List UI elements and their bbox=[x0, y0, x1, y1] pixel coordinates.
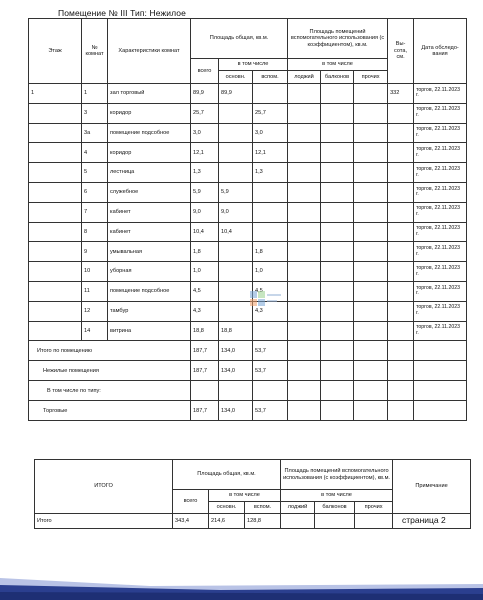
cell-survey-date: торгов, 22.11.2023 г. bbox=[414, 222, 467, 242]
header-aux-area: Площадь помещений вспомогательного использования (с коэффициентом), кв.м. bbox=[288, 19, 388, 59]
header-aux-including: в том числе bbox=[288, 59, 388, 71]
cell-floor bbox=[29, 202, 82, 222]
rooms-table-body bbox=[29, 84, 467, 421]
table-row bbox=[29, 281, 467, 301]
cell-room-no: 1 bbox=[82, 84, 108, 104]
cell-room-no: 8 bbox=[82, 222, 108, 242]
table-row bbox=[29, 143, 467, 163]
summary-row bbox=[29, 381, 467, 401]
cell-main bbox=[219, 301, 253, 321]
cell-floor bbox=[29, 103, 82, 123]
cell-main bbox=[219, 143, 253, 163]
summary-empty-cell bbox=[354, 381, 388, 401]
cell-total: 9,0 bbox=[191, 202, 219, 222]
cell-loggias bbox=[288, 163, 321, 183]
cell-balconies bbox=[321, 281, 354, 301]
table-row bbox=[29, 84, 467, 104]
cell-characteristics: помещение подсобное bbox=[108, 281, 191, 301]
cell-survey-date: торгов, 22.11.2023 г. bbox=[414, 242, 467, 262]
summary-empty-cell bbox=[388, 341, 414, 361]
cell-floor bbox=[29, 301, 82, 321]
totals-row-label: Итого bbox=[35, 514, 173, 529]
summary-main bbox=[219, 381, 253, 401]
cell-height bbox=[388, 103, 414, 123]
summary-empty-cell bbox=[354, 361, 388, 381]
cell-main: 9,0 bbox=[219, 202, 253, 222]
cell-balconies bbox=[321, 301, 354, 321]
summary-label: В том числе по типу: bbox=[29, 381, 191, 401]
cell-other bbox=[354, 262, 388, 282]
summary-total: 187,7 bbox=[191, 341, 219, 361]
header-total-area: Площадь общая, кв.м. bbox=[191, 19, 288, 59]
cell-total: 25,7 bbox=[191, 103, 219, 123]
cell-aux: 3,0 bbox=[253, 123, 288, 143]
cell-floor bbox=[29, 163, 82, 183]
cell-floor bbox=[29, 123, 82, 143]
cell-main bbox=[219, 262, 253, 282]
cell-floor bbox=[29, 281, 82, 301]
cell-height bbox=[388, 143, 414, 163]
totals-header-other: прочих bbox=[355, 502, 393, 514]
cell-loggias bbox=[288, 242, 321, 262]
cell-loggias bbox=[288, 202, 321, 222]
cell-other bbox=[354, 123, 388, 143]
cell-survey-date: торгов, 22.11.2023 г. bbox=[414, 143, 467, 163]
summary-empty-cell bbox=[354, 401, 388, 421]
table-row bbox=[29, 123, 467, 143]
cell-main: 10,4 bbox=[219, 222, 253, 242]
header-balconies: балконов bbox=[321, 71, 354, 84]
cell-total: 10,4 bbox=[191, 222, 219, 242]
summary-empty-cell bbox=[321, 341, 354, 361]
table-row bbox=[29, 222, 467, 242]
cell-survey-date: торгов, 22.11.2023 г. bbox=[414, 321, 467, 341]
table-row bbox=[29, 103, 467, 123]
cell-characteristics: тамбур bbox=[108, 301, 191, 321]
cell-balconies bbox=[321, 182, 354, 202]
table-row bbox=[29, 182, 467, 202]
cell-balconies bbox=[321, 163, 354, 183]
cell-main bbox=[219, 242, 253, 262]
totals-header-aux-area: Площадь помещений вспомогательного использования (с коэффициентом), кв.м. bbox=[281, 460, 393, 490]
totals-header-note: Примечание bbox=[393, 460, 471, 514]
summary-row bbox=[29, 361, 467, 381]
summary-total bbox=[191, 381, 219, 401]
cell-loggias bbox=[288, 182, 321, 202]
cell-characteristics: коридор bbox=[108, 103, 191, 123]
cell-floor bbox=[29, 321, 82, 341]
cell-balconies bbox=[321, 84, 354, 104]
summary-aux bbox=[253, 381, 288, 401]
cell-room-no: 12 bbox=[82, 301, 108, 321]
cell-total: 3,0 bbox=[191, 123, 219, 143]
cell-other bbox=[354, 103, 388, 123]
table-row bbox=[29, 262, 467, 282]
cell-characteristics: кабинет bbox=[108, 222, 191, 242]
cell-floor bbox=[29, 182, 82, 202]
header-other: прочих bbox=[354, 71, 388, 84]
cell-room-no: 10 bbox=[82, 262, 108, 282]
summary-main: 134,0 bbox=[219, 341, 253, 361]
cell-aux bbox=[253, 321, 288, 341]
cell-characteristics: коридор bbox=[108, 143, 191, 163]
cell-characteristics: умывальная bbox=[108, 242, 191, 262]
cell-total: 89,9 bbox=[191, 84, 219, 104]
cell-main bbox=[219, 123, 253, 143]
cell-loggias bbox=[288, 321, 321, 341]
summary-empty-cell bbox=[414, 401, 467, 421]
cell-other bbox=[354, 242, 388, 262]
summary-empty-cell bbox=[388, 401, 414, 421]
totals-header-total-area: Площадь общая, кв.м. bbox=[173, 460, 281, 490]
cell-loggias bbox=[288, 84, 321, 104]
summary-empty-cell bbox=[321, 361, 354, 381]
summary-empty-cell bbox=[288, 381, 321, 401]
cell-survey-date: торгов, 22.11.2023 г. bbox=[414, 281, 467, 301]
summary-empty-cell bbox=[321, 401, 354, 421]
cell-other bbox=[354, 84, 388, 104]
totals-row-loggias bbox=[281, 514, 315, 529]
cell-balconies bbox=[321, 222, 354, 242]
cell-characteristics: витрина bbox=[108, 321, 191, 341]
table-row bbox=[29, 242, 467, 262]
table-row bbox=[29, 202, 467, 222]
cell-characteristics: служебное bbox=[108, 182, 191, 202]
cell-total: 1,3 bbox=[191, 163, 219, 183]
cell-balconies bbox=[321, 262, 354, 282]
cell-loggias bbox=[288, 103, 321, 123]
summary-empty-cell bbox=[288, 401, 321, 421]
totals-row-main: 214,6 bbox=[209, 514, 245, 529]
header-survey-date: Дата обследо-вания bbox=[414, 19, 467, 84]
cell-aux bbox=[253, 182, 288, 202]
cell-loggias bbox=[288, 143, 321, 163]
summary-label: Нежилые помещения bbox=[29, 361, 191, 381]
cell-room-no: 11 bbox=[82, 281, 108, 301]
cell-height: 332 bbox=[388, 84, 414, 104]
cell-total: 4,5 bbox=[191, 281, 219, 301]
cell-balconies bbox=[321, 202, 354, 222]
cell-other bbox=[354, 202, 388, 222]
cell-survey-date: торгов, 22.11.2023 г. bbox=[414, 163, 467, 183]
cell-aux: 1,8 bbox=[253, 242, 288, 262]
cell-height bbox=[388, 222, 414, 242]
table-row bbox=[29, 301, 467, 321]
summary-empty-cell bbox=[414, 341, 467, 361]
cell-height bbox=[388, 202, 414, 222]
rooms-table bbox=[28, 18, 467, 421]
cell-aux bbox=[253, 222, 288, 242]
footer-decoration bbox=[0, 572, 483, 600]
cell-other bbox=[354, 321, 388, 341]
cell-aux: 4,3 bbox=[253, 301, 288, 321]
header-main: основн. bbox=[219, 71, 253, 84]
totals-header-balconies: балконов bbox=[315, 502, 355, 514]
cell-loggias bbox=[288, 301, 321, 321]
cell-main bbox=[219, 281, 253, 301]
totals-header-including: в том числе bbox=[209, 490, 281, 502]
cell-aux bbox=[253, 84, 288, 104]
cell-other bbox=[354, 281, 388, 301]
totals-header-loggias: лоджий bbox=[281, 502, 315, 514]
cell-room-no: 14 bbox=[82, 321, 108, 341]
cell-survey-date: торгов, 22.11.2023 г. bbox=[414, 103, 467, 123]
cell-floor bbox=[29, 242, 82, 262]
cell-loggias bbox=[288, 262, 321, 282]
summary-empty-cell bbox=[414, 381, 467, 401]
table-row bbox=[29, 163, 467, 183]
totals-header-aux: вспом. bbox=[245, 502, 281, 514]
cell-survey-date: торгов, 22.11.2023 г. bbox=[414, 84, 467, 104]
summary-empty-cell bbox=[288, 361, 321, 381]
cell-total: 18,8 bbox=[191, 321, 219, 341]
cell-main bbox=[219, 163, 253, 183]
cell-height bbox=[388, 123, 414, 143]
cell-height bbox=[388, 242, 414, 262]
cell-main bbox=[219, 103, 253, 123]
cell-room-no: 3а bbox=[82, 123, 108, 143]
cell-survey-date: торгов, 22.11.2023 г. bbox=[414, 301, 467, 321]
summary-total: 187,7 bbox=[191, 401, 219, 421]
cell-total: 5,9 bbox=[191, 182, 219, 202]
summary-row bbox=[29, 341, 467, 361]
cell-aux: 1,3 bbox=[253, 163, 288, 183]
cell-main: 18,8 bbox=[219, 321, 253, 341]
cell-floor bbox=[29, 222, 82, 242]
summary-aux: 53,7 bbox=[253, 341, 288, 361]
cell-height bbox=[388, 163, 414, 183]
header-height: Вы-сота, см. bbox=[388, 19, 414, 84]
cell-aux: 25,7 bbox=[253, 103, 288, 123]
cell-balconies bbox=[321, 242, 354, 262]
cell-floor bbox=[29, 143, 82, 163]
cell-characteristics: лестница bbox=[108, 163, 191, 183]
cell-characteristics: зал торговый bbox=[108, 84, 191, 104]
cell-total: 12,1 bbox=[191, 143, 219, 163]
summary-main: 134,0 bbox=[219, 401, 253, 421]
cell-characteristics: кабинет bbox=[108, 202, 191, 222]
page-number: страница 2 bbox=[402, 515, 446, 525]
summary-empty-cell bbox=[414, 361, 467, 381]
summary-empty-cell bbox=[354, 341, 388, 361]
cell-room-no: 4 bbox=[82, 143, 108, 163]
totals-row-balconies bbox=[315, 514, 355, 529]
cell-balconies bbox=[321, 321, 354, 341]
cell-room-no: 5 bbox=[82, 163, 108, 183]
totals-row-aux: 128,8 bbox=[245, 514, 281, 529]
header-aux: вспом. bbox=[253, 71, 288, 84]
cell-other bbox=[354, 143, 388, 163]
cell-height bbox=[388, 182, 414, 202]
cell-main: 89,9 bbox=[219, 84, 253, 104]
summary-total: 187,7 bbox=[191, 361, 219, 381]
summary-aux: 53,7 bbox=[253, 361, 288, 381]
cell-total: 1,8 bbox=[191, 242, 219, 262]
header-including: в том числе bbox=[219, 59, 288, 71]
cell-height bbox=[388, 321, 414, 341]
cell-floor: 1 bbox=[29, 84, 82, 104]
totals-row-other bbox=[355, 514, 393, 529]
cell-aux bbox=[253, 202, 288, 222]
table-row bbox=[29, 321, 467, 341]
cell-main: 5,9 bbox=[219, 182, 253, 202]
header-characteristics: Характеристики комнат bbox=[108, 19, 191, 84]
cell-characteristics: помещение подсобное bbox=[108, 123, 191, 143]
cell-room-no: 7 bbox=[82, 202, 108, 222]
cell-other bbox=[354, 182, 388, 202]
summary-row bbox=[29, 401, 467, 421]
cell-total: 1,0 bbox=[191, 262, 219, 282]
cell-survey-date: торгов, 22.11.2023 г. bbox=[414, 202, 467, 222]
cell-survey-date: торгов, 22.11.2023 г. bbox=[414, 262, 467, 282]
cell-floor bbox=[29, 262, 82, 282]
page-title: Помещение № III Тип: Нежилое bbox=[58, 8, 186, 18]
header-floor: Этаж bbox=[29, 19, 82, 84]
header-total: всего bbox=[191, 59, 219, 84]
header-loggias: лоджий bbox=[288, 71, 321, 84]
cell-room-no: 3 bbox=[82, 103, 108, 123]
watermark-logo-icon bbox=[249, 288, 283, 312]
cell-balconies bbox=[321, 143, 354, 163]
totals-row-total: 343,4 bbox=[173, 514, 209, 529]
totals-header-aux-including: в том числе bbox=[281, 490, 393, 502]
summary-empty-cell bbox=[321, 381, 354, 401]
cell-total: 4,3 bbox=[191, 301, 219, 321]
cell-height bbox=[388, 281, 414, 301]
summary-aux: 53,7 bbox=[253, 401, 288, 421]
summary-main: 134,0 bbox=[219, 361, 253, 381]
cell-room-no: 6 bbox=[82, 182, 108, 202]
summary-empty-cell bbox=[388, 381, 414, 401]
cell-other bbox=[354, 222, 388, 242]
cell-other bbox=[354, 163, 388, 183]
cell-height bbox=[388, 262, 414, 282]
header-room-no: № комнат bbox=[82, 19, 108, 84]
cell-survey-date: торгов, 22.11.2023 г. bbox=[414, 123, 467, 143]
cell-aux: 1,0 bbox=[253, 262, 288, 282]
cell-other bbox=[354, 301, 388, 321]
summary-empty-cell bbox=[288, 341, 321, 361]
cell-loggias bbox=[288, 281, 321, 301]
cell-survey-date: торгов, 22.11.2023 г. bbox=[414, 182, 467, 202]
totals-header-itogo: ИТОГО bbox=[35, 460, 173, 514]
cell-room-no: 9 bbox=[82, 242, 108, 262]
cell-characteristics: уборная bbox=[108, 262, 191, 282]
summary-label: Итого по помещению bbox=[29, 341, 191, 361]
cell-loggias bbox=[288, 123, 321, 143]
cell-aux: 12,1 bbox=[253, 143, 288, 163]
totals-header-total: всего bbox=[173, 490, 209, 514]
cell-balconies bbox=[321, 123, 354, 143]
summary-label: Торговые bbox=[29, 401, 191, 421]
cell-balconies bbox=[321, 103, 354, 123]
cell-loggias bbox=[288, 222, 321, 242]
totals-header-main: основн. bbox=[209, 502, 245, 514]
cell-height bbox=[388, 301, 414, 321]
summary-empty-cell bbox=[388, 361, 414, 381]
